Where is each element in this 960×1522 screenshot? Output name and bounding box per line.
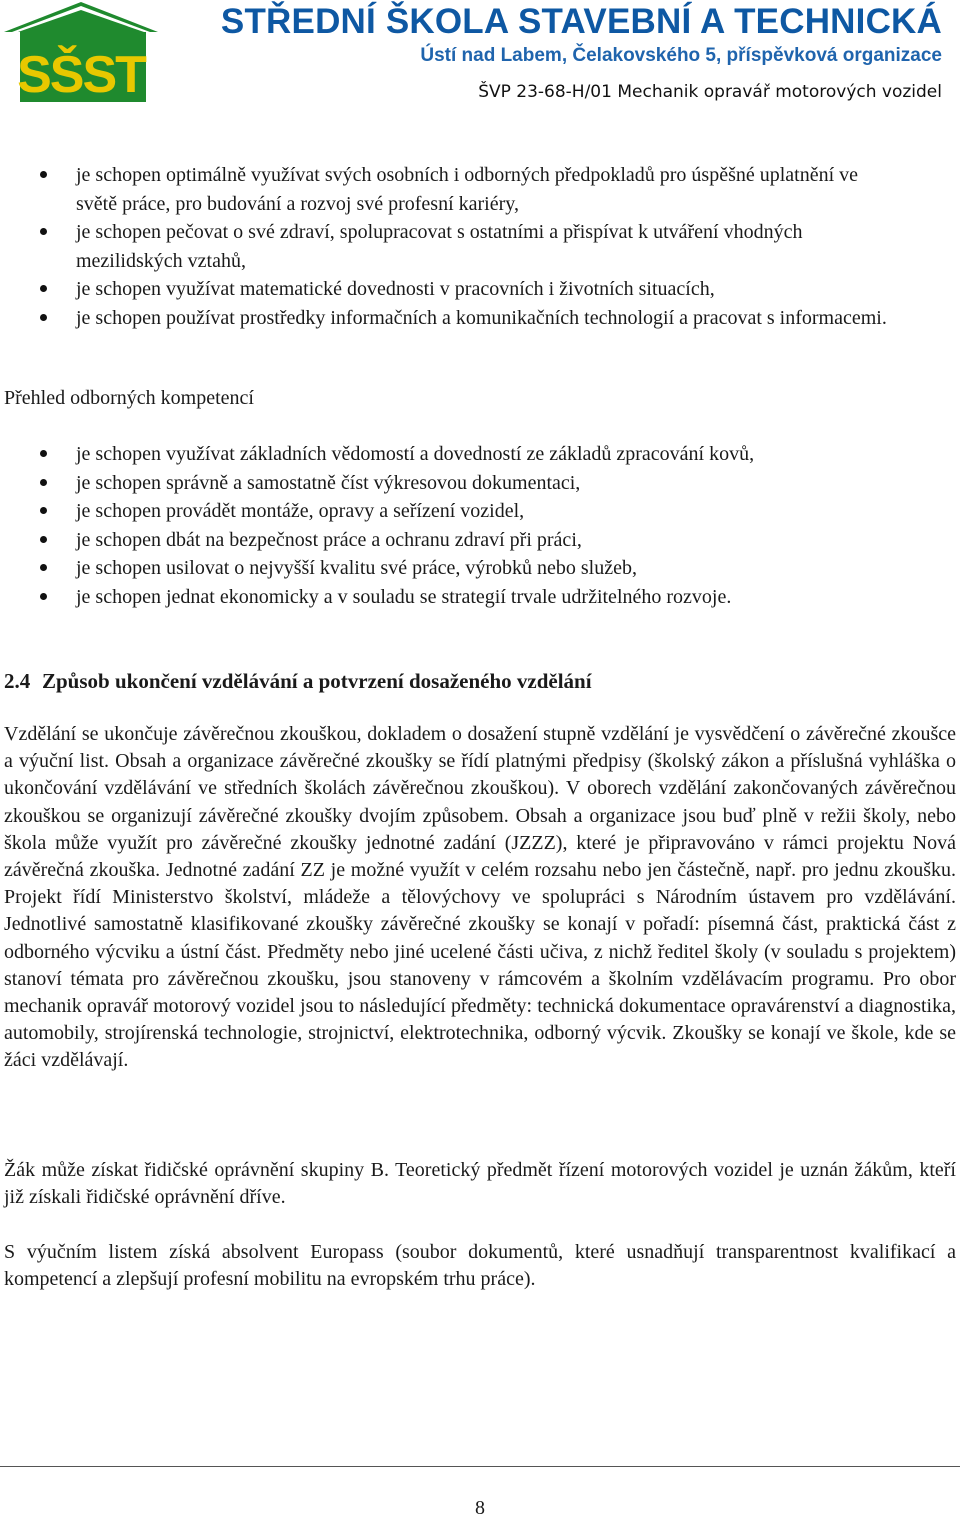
page-header bbox=[0, 0, 960, 110]
list-item: je schopen využívat matematické dovednosti v pracovních i životních situacích, bbox=[0, 275, 900, 304]
program-code: ŠVP 23-68-H/01 Mechanik opravář motorových vozidel bbox=[478, 82, 942, 102]
paragraph-driving-license: Žák může získat řidičské oprávnění skupiny B. Teoretický předmět řízení motorových vozidel je uznán žákům, kteří již získali řidičské oprávnění dříve. bbox=[4, 1159, 956, 1209]
paragraph-europass: S výučním listem získá absolvent Europass (soubor dokumentů, které usnadňují transparentnost kvalifikací a kompetencí a zlepšují profesní mobilitu na evropském trhu práce). bbox=[4, 1241, 956, 1291]
section-number: 2.4 bbox=[4, 669, 31, 693]
professional-competencies-list bbox=[0, 440, 900, 612]
list-item: je schopen usilovat o nejvyšší kvalitu své práce, výrobků nebo služeb, bbox=[0, 554, 900, 583]
school-logo bbox=[4, 2, 158, 102]
list-item: je schopen používat prostředky informačních a komunikačních technologií a pracovat s informacemi. bbox=[0, 304, 900, 333]
list-item: je schopen optimálně využívat svých osobních i odborných předpokladů pro úspěšné uplatnění ve světě práce, pro budování a rozvoj své profesní kariéry, bbox=[0, 161, 900, 218]
list-item: je schopen provádět montáže, opravy a seřízení vozidel, bbox=[0, 497, 900, 526]
page-number: 8 bbox=[475, 1497, 485, 1519]
list-item: je schopen pečovat o své zdraví, spolupracovat s ostatními a přispívat k utváření vhodných mezilidských vztahů, bbox=[0, 218, 900, 275]
list-item: je schopen využívat základních vědomostí a dovedností ze základů zpracování kovů, bbox=[0, 440, 900, 469]
list-item: je schopen jednat ekonomicky a v souladu se strategií trvale udržitelného rozvoje. bbox=[0, 583, 900, 612]
logo-lettering: SŠST bbox=[17, 46, 145, 102]
list-item: je schopen správně a samostatně číst výkresovou dokumentaci, bbox=[0, 469, 900, 498]
section-heading bbox=[4, 667, 592, 696]
general-competencies-list bbox=[0, 161, 900, 333]
footer-divider bbox=[0, 1466, 960, 1467]
paragraph-exam: Vzdělání se ukončuje závěrečnou zkouškou, dokladem o dosažení stupně vzdělání je vysvědčení o závěrečné zkoušce a výuční list. Obsah a organizace závěrečné zkoušky se řídí platnými předpisy (školský zákon a příslušná vyhláška o ukončování vzdělávání ve středních školách závěrečnou zkouškou). V oborech vzdělání zakončovaných závěrečnou zkouškou se organizují závěrečné zkoušky dvojím způsobem. Obsah a organizace jsou buď plně v režii školy, nebo škola může využít pro závěrečné zkoušky jednotné zadání (JZZZ), které je připravováno v rámci projektu Nová závěrečná zkouška. Jednotné zadání ZZ je možné využít v celém rozsahu nebo jen částečně, např. pro jednu zkoušku. Projekt řídí Ministerstvo školství, mládeže a tělovýchovy ve spolupráci s Národním ústavem pro vzdělávání. Jednotlivé samostatně klasifikované zkoušky závěrečné zkoušky se konají v pořadí: písemná část, praktická část z odborného výcviku a ústní část. Předměty nebo jiné ucelené části učiva, z nichž ředitel školy (v souladu s projektem) stanoví témata pro závěrečnou zkoušku, jsou stanoveny v rámcovém a školním vzdělávacím programu. Pro obor mechanik opravář motorový vozidel jsou to následující předměty: technická dokumentace opravárenství a diagnostika, automobily, strojírenská technologie, strojnictví, elektrotechnika, odborný výcvik. Zkoušky se konají ve škole, kde se žáci vzdělávají. bbox=[4, 723, 956, 1072]
school-name: STŘEDNÍ ŠKOLA STAVEBNÍ A TECHNICKÁ bbox=[220, 2, 942, 41]
list-item: je schopen dbát na bezpečnost práce a ochranu zdraví při práci, bbox=[0, 526, 900, 555]
section-title: Způsob ukončení vzdělávání a potvrzení dosaženého vzdělání bbox=[42, 669, 592, 693]
school-address: Ústí nad Labem, Čelakovského 5, příspěvková organizace bbox=[420, 45, 942, 66]
overview-heading: Přehled odborných kompetencí bbox=[4, 387, 254, 409]
